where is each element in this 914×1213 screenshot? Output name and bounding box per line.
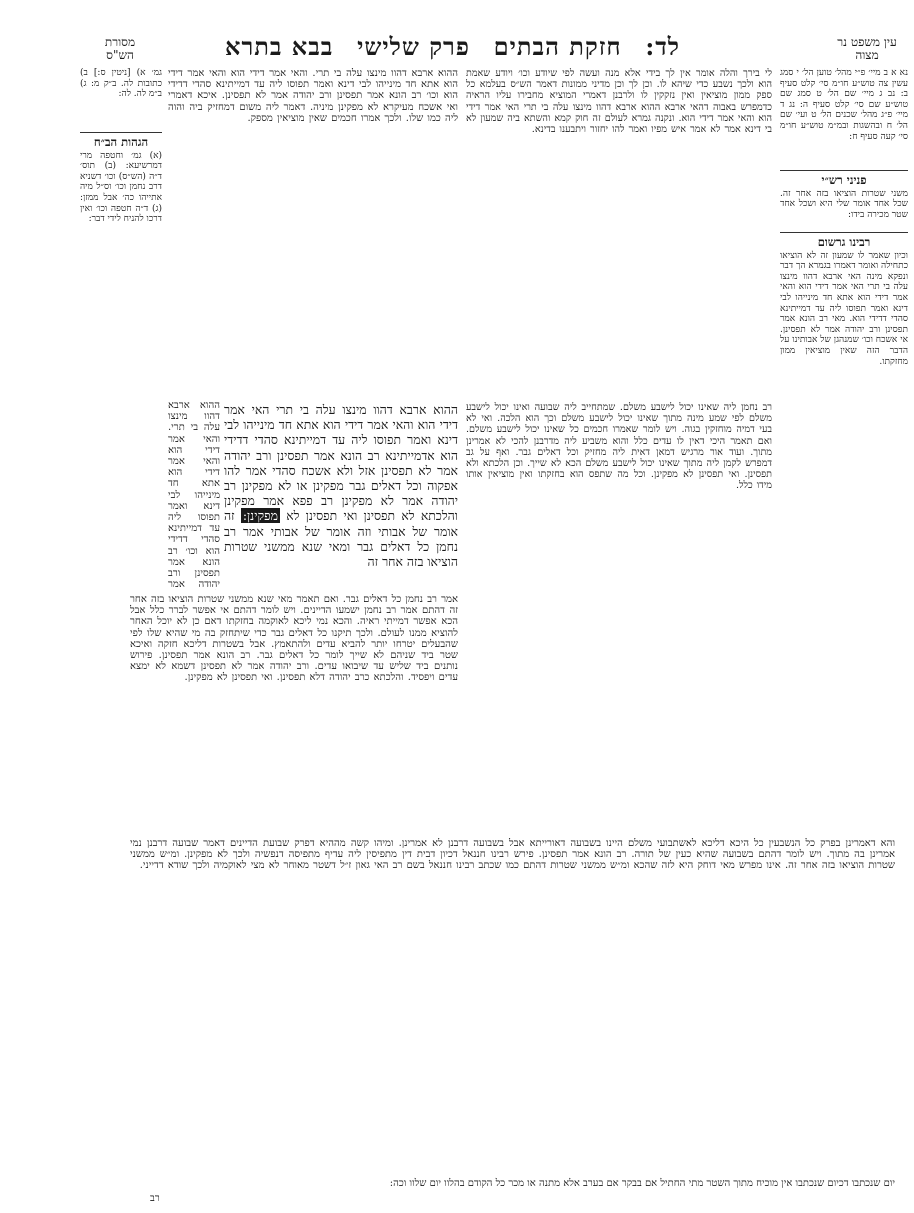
hagahot-box (80, 132, 162, 243)
gemara-text-after: זה אומר של אבותי וזה אומר של אבותי אמר רב נחמן כל דאלים גבר ומאי שנא ממשני שטרות הוציאו בזה אחר זה (224, 508, 458, 570)
gemara-highlight: מפקינן: (242, 508, 278, 524)
tosafot-side: ההוא ארבא דהוו מינצו עלה בי תרי. והאי אמר דידי הוא והאי אמר דידי הוא אתא חד מינייהו לבי דינא ואמר תפוסו ליה עד דמייתינא סהדי דדידי הוא וכו׳ רב הונא אמר תפסינן ורב יהודה אמר (168, 400, 220, 590)
bottom-commentary: והא דאמרינן בפרק כל הנשבעין כל היכא דליכא לאשתבועי משלם היינו בשבועה דאורייתא אבל בשבועה דרבנן לא אמרינן. ומיהו קשה מההיא דפרק שבועת הדיינים דאמר שבועה דרבנן נמי אמרינן בה מתוך. ויש לומר דהתם בשבועה שהיא כעין של תורה. רב הונא אמר תפסינן. פירש רבינו חננאל דכיון דבית דין מתפיסין ליה עדיף מתפיסה דנפשיה ולכך לא מפקינן. ומ״ש ממשני שטרות הוציאו בזה אחר זה. אינו מפרש מאי דוחק היא לזה שהכא ומ״ש ממשני שטרות דהתם כמו שכתב רבינו חננאל בשם רב האי גאון ז״ל דשטר מאוחר לא מצי לאוקמיה ולכך שודא דדייני. (130, 838, 895, 872)
pninei-rashi-text: משני שטרות הוציאו בזה אחר זה. שכל אחד אומר שלי היא ושכל אחד שטר מכירה בידו: (780, 188, 908, 220)
gemara-text-block (224, 402, 458, 590)
rashi-upper: לי בירך והלה אומר אין לך בידי אלא מנה ועשה לפי שיודע וכו׳ ויודע שאמת הוא ולכך נשבע כדי שיהא לו. וכן לך וכן מדיני ממונות דאמר הש״ס בעלמא כל ספק ממון מוציאין ואין נזקקין לו ולרבנן דאמרי המוציא מחבירו עליו הראיה כדמפרש באבוה דהאי ארבא ההוא ארבא דהוו מינצו עלה בי תרי האי אמר דידי הוא והאי אמר דידי הוא. ונקנה גמרא לעולם זה חוק קמא והשתא ביה שמעון לא בי דינא אמר לא אמר איש מפיו ואמר להו יחזור ויתבענו בדינא. (466, 68, 772, 136)
masoret-title: מסורת הש"ס (104, 35, 136, 62)
ein-mishpat-title: עין משפט נר מצוה (837, 35, 897, 62)
tosafot-upper: ההוא ארבא דהוו מינצו עלה בי תרי. והאי אמר דידי הוא והאי אמר דידי הוא אתא חד מינייהו לבי דינא ואמר תפוסו ליה עד דמייתינא סהדי דדידי הוא וכו׳ רב הונא אמר תפסינן ורב יהודה אמר לא תפסינן. איכא דאמרי ואי אשכח מעיקרא לא מפקינן מיניה. דאמר ליה משום דמחזיק ביה והוה ליה כמו שלו. ולכך אמרו חכמים שאין מוציאין מספק. (168, 68, 458, 124)
page-header (225, 34, 680, 60)
catchword: רב (150, 1193, 160, 1204)
chapter-name: חזקת הבתים (493, 32, 622, 61)
tosafot-lower: אמר רב נחמן כל דאלים גבר. ואם תאמר מאי שנא ממשני שטרות הוציאו בזה אחר זה דהתם אמר רב נחמן ישמעו הדיינים. ויש לומר דהתם אי אפשר לברר כלל אבל הכא אפשר דמייתי ראיה. והכא נמי ליכא לאוקמה בחזקתו דאם כן לא יוכל האחר להוציא ממנו לעולם. ולכך תיקנו כל דאלים גבר כדי שיתחזק בה מי שהיא שלו לפי שהבעלים יטרחו יותר להביא עדים ולהתאמץ. אבל בשטרות דליכא חזקה ואיכא שטר ביד שניהם לא שייך לומר כל דאלים גבר. רב הונא אמר תפסינן. פירוש נותנים ביד שליש עד שיבואו עדים. ורב יהודה אמר לא תפסינן דשמא לא ימצא עדים ויפסיד. והלכתא כרב יהודה דלא תפסינן. ואי תפסינן לא מפקינן. (130, 594, 458, 684)
tractate-name: בבא בתרא (225, 32, 334, 61)
ein-mishpat-text: נא א ב מיי׳ פ״י מהל׳ טוען הל׳ י סמג עשין צה טוש״ע חו״מ סי׳ קלט סעיף ב: נב ג מיי׳ שם הל׳ ט סמג שם טוש״ע שם סי׳ קלט סעיף ה: נג ד מיי׳ פ״ג מהל׳ שכנים הל׳ ט ועי׳ שם הל׳ ח ובהשגות ובמ״מ טוש״ע חו״מ סי׳ קעה סעיף ח: (780, 68, 908, 142)
perek-label: פרק שלישי (357, 32, 470, 61)
pninei-rashi-title: פניני רש״י (821, 173, 867, 187)
hagahot-title: הגהות הב״ח (93, 135, 149, 149)
masoret-text: גמ׳ א) [ניטין ס:] ב) כתובות לה. ב״ק מ: ג) ב״מ לה. לה: (80, 68, 162, 100)
final-line: יום שנכתבו דכיום שנכתבו אין מוכיח מתוך השטר מתי החתיל אם בבקר אם בערב אלא מתנה או מכר כל הקודם בהלוו יום שלוו וכה: (389, 1178, 895, 1189)
rabbeinu-gershom-text: וכיון שאמר לו שמעון זה לא הוציאו כתחילה ואומר דאמרו בגמרא הך דבר ונפקא מינה האי ארבא דהוו מינצו עלה בי תרי האי אמר דידי הוא והאי אמר דידי הוא אתא חד מינייהו לבי דינא ואמר תפוסו ליה עד דמייתינא סהדי דדידי הוא. מאי רב הונא אמר תפסינן ורב יהודה אמר לא תפסינן. אי אשכח וכו׳ שמנהגן של אבותינו על הדבר הזה שאין מוציאין ממון מחזקתו. (780, 250, 908, 367)
gemara-text: ההוא ארבא דהוו מינצו עלה בי תרי האי אמר דידי הוא והאי אמר דידי הוא אתא חד מינייהו לבי דינא ואמר תפוסו ליה עד דמייתינא סהדי דדידי הוא ‏אדמייתינא רב הונא אמר תפסינן ורב יהודה אמר לא תפסינן אזל ולא אשכח סהדי אמר להו אפקוה וכל דאלים גבר מפקינן או לא מפקינן רב יהודה אמר לא מפקינן רב פפא אמר מפקינן והלכתא לא תפסינן ואי תפסינן לא (224, 402, 458, 524)
hagahot-text: (א) גמ׳ וחטפה מרי דמרשיעא: (ב) תוס׳ ד״ה (הש״ס) וכו׳ דשניא דרב נחמן וכו׳ וס״ל מיה אתייהו כה׳ אבל ממזן: (ג) ד״ה חטפה וכו׳ ואין דרכו להניח לידי דבר: (80, 150, 162, 225)
rashi-lower: רב נחמן ליה שאינו יכול לישבע משלם. שמתחייב ליה שבועה ואינו יכול לישבע משלם לפי שמע מינה מתוך שאינו יכול לישבע משלם וכך הוא הלכה. ואי לא בעי דמיה מוחזקין בגוה. ויש לומר שאמרו חכמים כל שאינו יכול לישבע משלם. ואם תאמר היכי דאין לו עדים כלל והוא משביע ליה מדרבנן להכי לא אמרינן מתוך. ועוד אור מרגיש דמאן דאית ליה מחזיק וכל דאלים גבר. ואף על גב דמפרש לקמן ליה מתוך שאינו יכול לישבע משלם הכא לא שייך. וכן הלכתא ולא תפסינן. ואי תפסינן לא מפקינן. וכל מה שתפס הוא בחזקתו ואין מוציאין אותו מידו כלל. (466, 402, 772, 492)
daf-number: לד: (645, 32, 680, 61)
pninei-rashi-box (780, 170, 908, 226)
rabbeinu-gershom-title: רבינו גרשום (817, 235, 871, 249)
rabbeinu-gershom-box (780, 232, 908, 613)
